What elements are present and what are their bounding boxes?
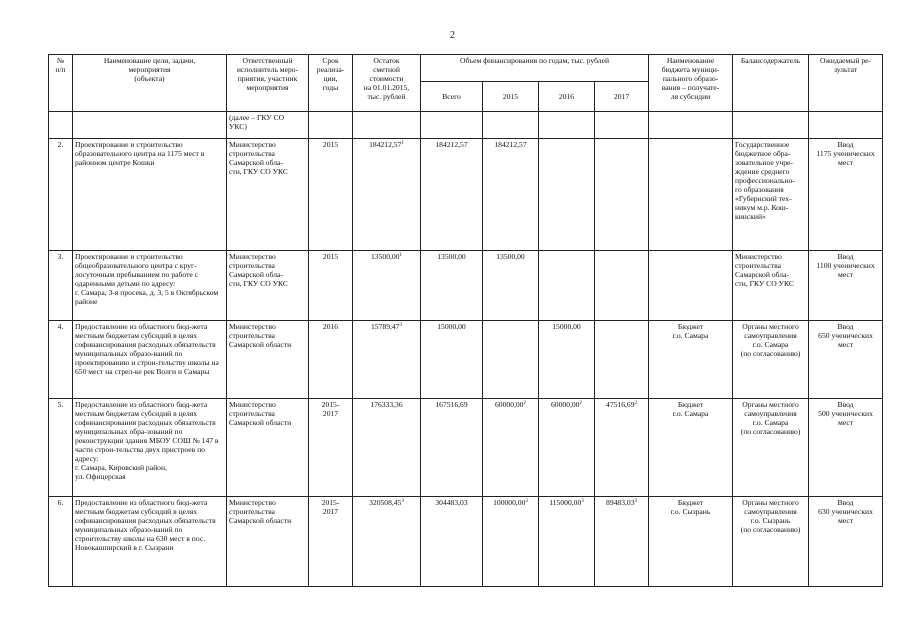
row-total: 304483,03 (421, 497, 483, 587)
row-2016 (539, 251, 595, 321)
row-2016: 60000,00$^2$ (539, 399, 595, 497)
row-budget (649, 139, 733, 251)
table-row (49, 497, 883, 587)
row-holder: Министерство строительства Самарской обла- сти, ГКУ СО УКС (733, 251, 809, 321)
row-executor: Министерство строительства Самарской области (227, 497, 309, 587)
table-row (49, 139, 883, 251)
row-result: Ввод 500 ученических мест (809, 399, 883, 497)
row-num: 5. (49, 399, 73, 497)
row-name: Предоставление из областного бюд-жета местным бюджетам субсидий в целях софинансирования расходных обязательств муниципальных образо-ваний по проектированию и строи-тельству школы на 650 мест на стрел-ке рек Волги и Самары (73, 321, 227, 399)
row-name: Проектирование и строительство образовательного центра на 1175 мест в районном центре Кошки (73, 139, 227, 251)
row-2016: 115000,00$^3$ (539, 497, 595, 587)
header-financing: Объем финансирования по годам, тыс. рублей (421, 55, 649, 82)
header-num: № п/п (49, 55, 73, 112)
header-holder: Балансодержатель (733, 55, 809, 112)
row-2016 (539, 139, 595, 251)
row-name: Предоставление из областного бюд-жета местным бюджетам субсидий в целях софинансирования расходных обязательств муниципальных образо-ваний по строительству школы на 630 мест в пос. Новокашпирский в г. Сызрани (73, 497, 227, 587)
row-2017: 89483,03$^3$ (595, 497, 649, 587)
program-table (48, 54, 883, 587)
row-remainder: 184212,57$^1$ (353, 139, 421, 251)
row-2017 (595, 251, 649, 321)
row-term: 2015 (309, 139, 353, 251)
row-2015: 100000,00$^3$ (483, 497, 539, 587)
row-term: 2015- 2017 (309, 497, 353, 587)
row-2015: 13500,00 (483, 251, 539, 321)
row-remainder: 176333,36 (353, 399, 421, 497)
table-row-continuation (49, 112, 883, 139)
row-executor: Министерство строительства Самарской обла- сти, ГКУ СО УКС (227, 139, 309, 251)
row-budget (649, 251, 733, 321)
row-result: Ввод 630 ученических мест (809, 497, 883, 587)
header-executor: Ответственный исполнитель меро- приятия, участник мероприятия (227, 55, 309, 112)
row-holder: Органы местного самоуправления г.о. Самара (по согласованию) (733, 399, 809, 497)
row-holder: Органы местного самоуправления г.о. Самара (по согласованию) (733, 321, 809, 399)
row-executor: Министерство строительства Самарской области (227, 399, 309, 497)
row-term: 2015 (309, 251, 353, 321)
row-total: 13500,00 (421, 251, 483, 321)
row-2015 (483, 321, 539, 399)
continuation-executor: (далее – ГКУ СО УКС) (227, 112, 309, 139)
table-row (49, 251, 883, 321)
row-term: 2015- 2017 (309, 399, 353, 497)
row-remainder: 15789,47$^3$ (353, 321, 421, 399)
header-term: Срок реализа- ции, годы (309, 55, 353, 112)
row-num: 3. (49, 251, 73, 321)
row-remainder: 13500,00$^1$ (353, 251, 421, 321)
row-result: Ввод 1100 ученических мест (809, 251, 883, 321)
row-holder: Органы местного самоуправления г.о. Сызрань (по согласованию) (733, 497, 809, 587)
header-2015: 2015 (483, 82, 539, 112)
table-row (49, 399, 883, 497)
header-name: Наименование цели, задачи, мероприятия (объекта) (73, 55, 227, 112)
row-2017 (595, 321, 649, 399)
row-budget: Бюджет г.о. Самара (649, 399, 733, 497)
row-name: Проектирование и строительство общеобразовательного центра с круг-лосуточным пребыванием по работе с одаренными детьми по адресу: г. Самара, 3-я просека, д. 3, 5 в Октябрьском районе (73, 251, 227, 321)
row-total: 184212,57 (421, 139, 483, 251)
header-remainder: Остаток сметной стоимости на 01.01.2015, тыс. рублей (353, 55, 421, 112)
row-2015: 184212,57 (483, 139, 539, 251)
row-num: 6. (49, 497, 73, 587)
row-name: Предоставление из областного бюд-жета местным бюджетам субсидий в целях софинансирования расходных обязательств муниципальных обра-зований по реконструкции здания МБОУ СОШ № 147 в части строи-тельства двух пристроев по адресу: г. Самара, Кировский район, ул. Офицерская (73, 399, 227, 497)
header-result: Ожидаемый ре- зультат (809, 55, 883, 112)
row-2016: 15000,00 (539, 321, 595, 399)
row-total: 15000,00 (421, 321, 483, 399)
row-term: 2016 (309, 321, 353, 399)
header-budget: Наименование бюджета муници- пального образо- вания – получате- ля субсидии (649, 55, 733, 112)
row-executor: Министерство строительства Самарской обла- сти, ГКУ СО УКС (227, 251, 309, 321)
row-result: Ввод 1175 ученических мест (809, 139, 883, 251)
row-remainder: 320508,45$^3$ (353, 497, 421, 587)
row-2017 (595, 139, 649, 251)
header-2017: 2017 (595, 82, 649, 112)
row-num: 2. (49, 139, 73, 251)
row-holder: Государственное бюджетное обра- зовательное учре- ждение среднего профессионально- го образования «Губернский тех- никум м.р. Кош- кинский» (733, 139, 809, 251)
header-2016: 2016 (539, 82, 595, 112)
table-row (49, 321, 883, 399)
row-result: Ввод 650 ученических мест (809, 321, 883, 399)
row-num: 4. (49, 321, 73, 399)
page-number: 2 (450, 30, 455, 41)
row-2015: 60000,00$^2$ (483, 399, 539, 497)
row-budget: Бюджет г.о. Сызрань (649, 497, 733, 587)
row-budget: Бюджет г.о. Самара (649, 321, 733, 399)
row-total: 167516,69 (421, 399, 483, 497)
header-total: Всего (421, 82, 483, 112)
row-2017: 47516,69$^2$ (595, 399, 649, 497)
row-executor: Министерство строительства Самарской области (227, 321, 309, 399)
